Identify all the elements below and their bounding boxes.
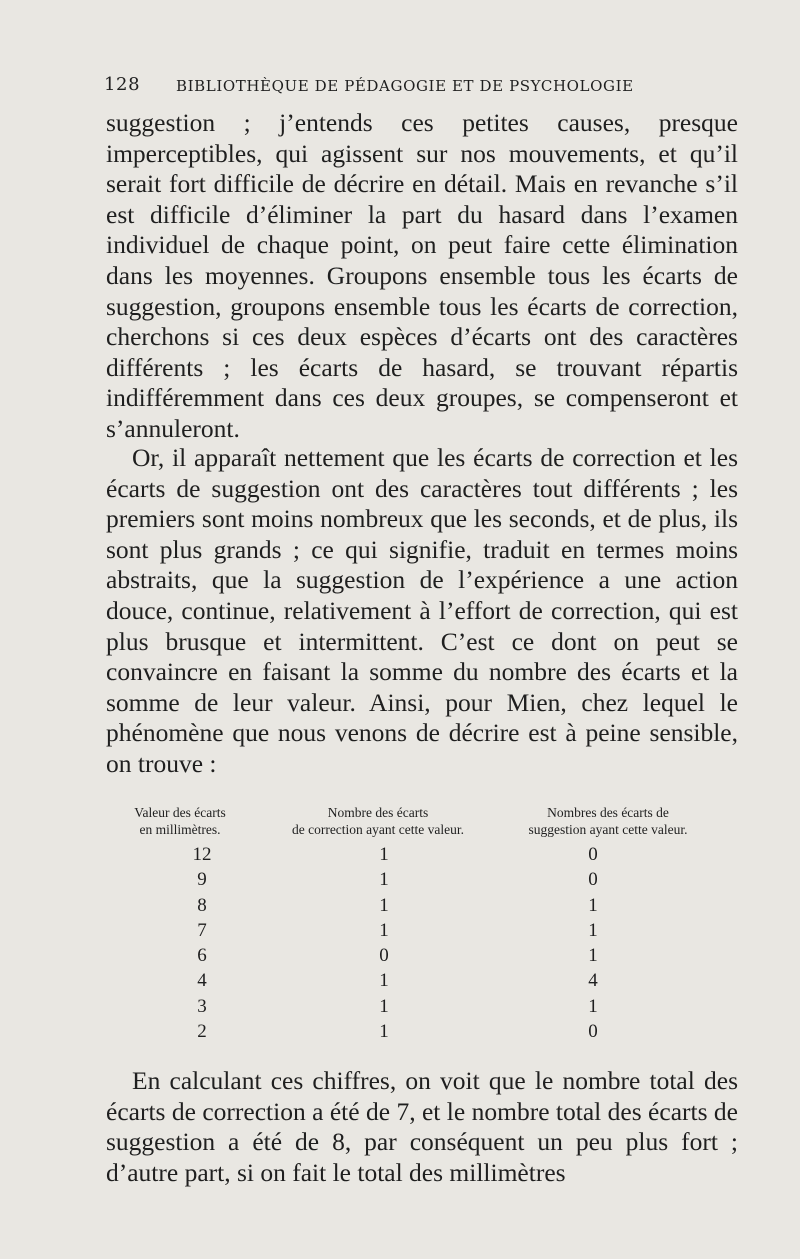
- cell-suggestion: 1: [588, 945, 598, 967]
- cell-correction: 1: [379, 919, 389, 941]
- cell-suggestion: 4: [588, 970, 598, 992]
- header-line: Valeur des écarts: [134, 805, 226, 820]
- table-row: [106, 867, 738, 892]
- cell-value: 7: [197, 919, 207, 941]
- cell-value: 12: [192, 844, 212, 865]
- table-row: [106, 842, 738, 867]
- header-correction-column: [262, 804, 494, 838]
- cell-value: 4: [197, 970, 207, 992]
- cell-correction: 0: [379, 945, 389, 967]
- cell-suggestion: 1: [588, 894, 598, 916]
- cell-suggestion: 1: [588, 919, 598, 941]
- table-row: [106, 1019, 738, 1044]
- header-value-column: [100, 804, 260, 838]
- header-line: de correction ayant cette valeur.: [291, 822, 465, 837]
- table-row: [106, 968, 738, 993]
- cell-value: 2: [197, 1021, 207, 1043]
- cell-correction: 1: [379, 869, 389, 891]
- cell-correction: 1: [379, 844, 389, 865]
- cell-value: 9: [197, 869, 207, 891]
- paragraph-2: Or, il apparaît nettement que les écarts de correction et les écarts de suggestion ont des caractères tout différents ; les premiers sont moins nombreux que les seconds, et de plus, ils sont plus grands ; ce qui signifie, traduit en termes moins abstraits, que la suggestion de l’expérience a une action douce, continue, relativement à l’effort de correction, qui est plus brusque et intermittent. C’est ce dont on peut se convaincre en faisant la somme du nombre des écarts et la somme de leur valeur. Ainsi, pour Mien, chez lequel le phénomène que nous venons de décrire est à peine sensible, on trouve :: [106, 443, 738, 778]
- cell-value: 3: [197, 995, 207, 1017]
- header-line: en millimètres.: [139, 822, 221, 837]
- table-row: [106, 943, 738, 968]
- header-suggestion-column: [498, 804, 718, 838]
- table-header: [106, 804, 738, 842]
- cell-value: 8: [197, 894, 207, 916]
- header-line: Nombres des écarts de: [547, 805, 669, 820]
- cell-correction: 1: [379, 995, 389, 1017]
- cell-suggestion: 1: [588, 995, 598, 1017]
- cell-suggestion: 0: [588, 869, 598, 891]
- data-table: [106, 804, 738, 1044]
- header-line: Nombre des écarts: [327, 805, 429, 820]
- table-row: [106, 893, 738, 918]
- cell-suggestion: 0: [588, 1021, 598, 1043]
- paragraph-1: suggestion ; j’entends ces petites causes, presque imperceptibles, qui agissent sur nos mouvements, et qu’il serait fort difficile de décrire en détail. Mais en revanche s’il est difficile d’éliminer la part du hasard dans l’examen individuel de chaque point, on peut faire cette élimination dans les moyennes. Groupons ensemble tous les écarts de suggestion, groupons ensemble tous les écarts de correction, cherchons si ces deux espèces d’écarts ont des caractères différents ; les écarts de hasard, se trouvant répartis indifféremment dans ces deux groupes, se compenseront et s’annuleront.: [106, 108, 738, 443]
- cell-value: 6: [197, 945, 207, 967]
- cell-correction: 1: [379, 894, 389, 916]
- table-row: [106, 994, 738, 1019]
- cell-suggestion: 0: [588, 844, 598, 865]
- table-row: [106, 918, 738, 943]
- running-title: BIBLIOTHÈQUE DE PÉDAGOGIE ET DE PSYCHOLOGIE: [176, 77, 634, 95]
- paragraph-3: En calculant ces chiffres, on voit que le nombre total des écarts de correction a été de 7, et le nombre total des écarts de suggestion a été de 8, par conséquent un peu plus fort ; d’autre part, si on fait le total des millimètres: [106, 1066, 738, 1187]
- header-line: suggestion ayant cette valeur.: [528, 822, 688, 837]
- cell-correction: 1: [379, 1021, 389, 1043]
- page-number: 128: [104, 74, 141, 95]
- cell-correction: 1: [379, 970, 389, 992]
